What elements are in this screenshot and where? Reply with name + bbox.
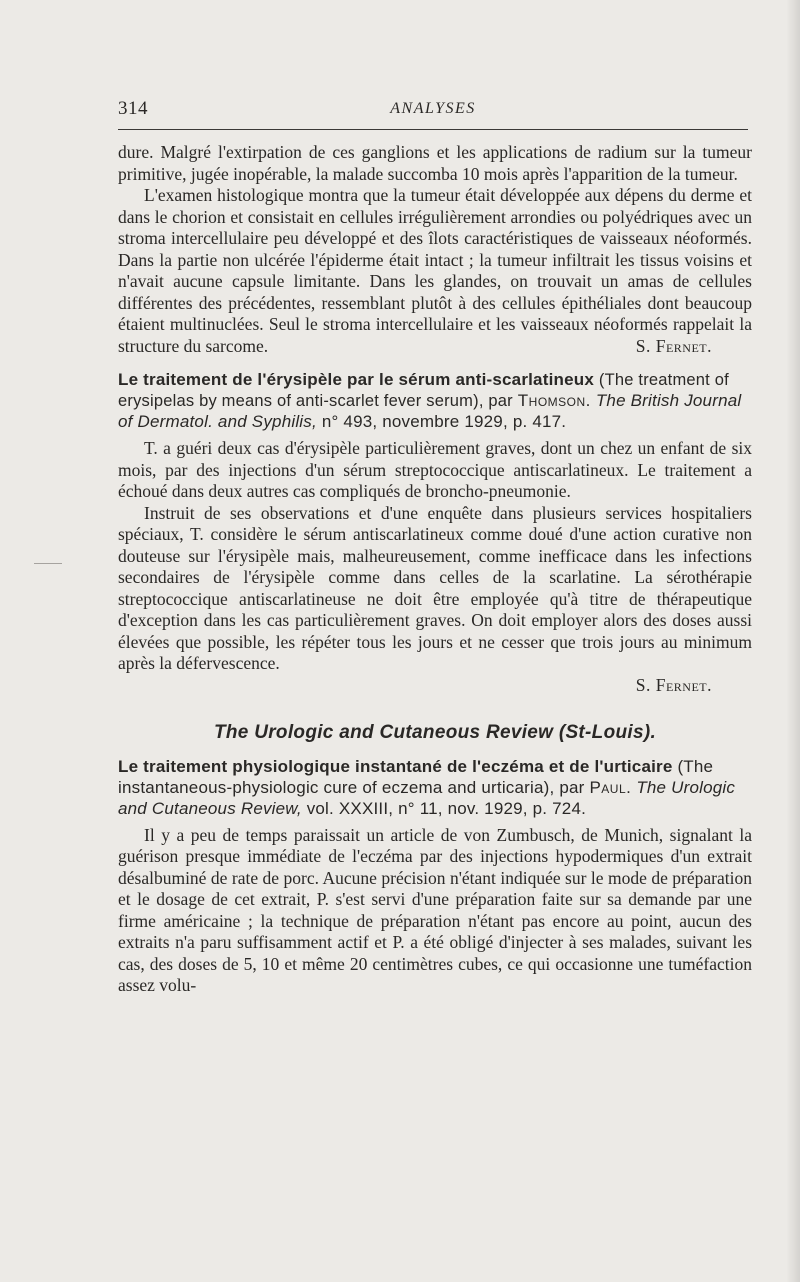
author-signature: S. Fernet.	[635, 335, 712, 356]
paragraph: Il y a peu de temps paraissait un article de von Zumbusch, de Munich, signalant la guérison presque immédiate de l'eczéma par des injections hypodermiques d'un extrait désalbuminé de rate de porc. Aucune précision n'étant indiquée sur le mode de préparation et le dosage de cet extrait, P. s'est servi d'une préparation faite sur sa demande par une firme américaine ; la technique de préparation n'étant pas encore au point, aucun des extraits n'a paru suffisamment actif et P. a été obligé d'injecter à ses malades, suivant les cas, des doses de 5, 10 et même 20 centimètres cubes, ce qui occasionne une tuméfaction assez volu-	[118, 824, 752, 995]
reference-details: vol. XXXIII, n° 11, nov. 1929, p. 724.	[306, 798, 587, 818]
paragraph: Instruit de ses observations et d'une enquête dans plusieurs services hospitaliers spéciaux, T. considère le sérum antiscarlatineux comme doué d'une action curative non douteuse sur l'érysipèle mais, malheureusement, comme inefficace dans les infections secondaires de l'érysipèle comme dans celles de la scarlatine. La sérothérapie streptococcique antiscarlatineuse ne doit être employée qu'à titre de thérapeutique d'exception dans les cas particulièrement graves. On doit employer alors des doses aussi élevées que possible, les répéter tous les jours et ne cesser que trois jours au minimum après la défervescence.	[118, 502, 752, 673]
paragraph: dure. Malgré l'extirpation de ces ganglions et les applications de radium sur la tumeur primitive, jugée inopérable, la malade succomba 10 mois après l'apparition de la tumeur.	[118, 142, 752, 184]
text-column	[118, 142, 752, 997]
page-header	[118, 92, 748, 122]
article-title: Le traitement physiologique instantané de l'eczéma et de l'urticaire	[118, 756, 673, 776]
article-title-block	[118, 756, 752, 819]
page-edge-shadow	[786, 0, 800, 1282]
reference-details: n° 493, novembre 1929, p. 417.	[321, 412, 567, 431]
journal-section-heading: The Urologic and Cutaneous Review (St-Louis).	[213, 722, 657, 743]
page-number: 314	[118, 98, 148, 119]
article-title-block	[118, 369, 752, 432]
reference-author: Paul.	[589, 777, 632, 797]
author-signature: S. Fernet.	[635, 674, 712, 695]
reference-text: (The instantaneous-physiologic cure of eczema and urticaria), par	[118, 756, 714, 797]
reference-journal: The British Journal of Dermatol. and Syphilis,	[118, 391, 742, 431]
margin-pencil-mark	[34, 551, 70, 571]
paragraph: T. a guéri deux cas d'érysipèle particulièrement graves, dont un chez un enfant de six mois, par des injections d'un sérum streptococcique antiscarlatineux. Le traitement a échoué dans deux autres cas compliqués de broncho-pneumonie.	[118, 438, 752, 501]
article-title: Le traitement de l'érysipèle par le sérum anti-scarlatineux	[118, 370, 594, 389]
reference-journal: The Urologic and Cutaneous Review,	[118, 777, 736, 818]
reference-author: Thomson.	[517, 391, 591, 410]
header-rule	[118, 129, 748, 130]
paragraph-text: L'examen histologique montra que la tumeur était développée aux dépens du derme et dans le chorion et consistait en cellules irrégulièrement arrondies ou polyédriques avec un stroma intercellulaire peu développé et des îlots caractéristiques de vaisseaux néoformés. Dans la partie non ulcérée l'épiderme était intact ; la tumeur infiltrait les tissus voisins et n'avait aucune capsule limitante. Dans les glandes, on trouvait un amas de cellules différentes des précédentes, ressemblant plutôt à des cellules épithéliales dont beaucoup étaient multinuclées. Seul le stroma intercellulaire et les vaisseaux néoformés rappelait la structure du sarcome.	[118, 185, 752, 356]
paragraph	[118, 185, 752, 357]
running-title: ANALYSES	[390, 100, 476, 117]
reference-text: (The treatment of erysipelas by means of anti-scarlet fever serum), par	[118, 371, 729, 410]
